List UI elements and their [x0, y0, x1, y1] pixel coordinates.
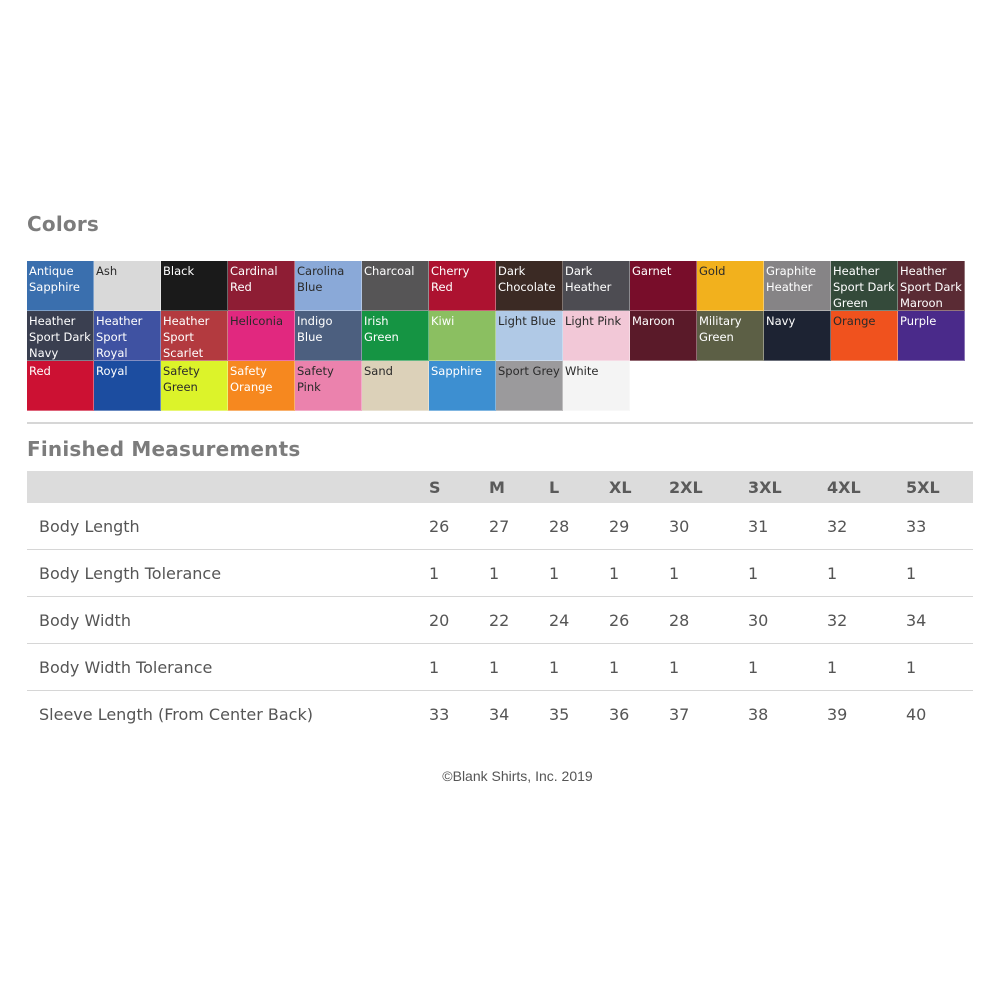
measurement-value: 32: [821, 597, 900, 644]
section-divider: [27, 422, 973, 424]
color-swatch: [496, 261, 563, 311]
color-swatch: [27, 311, 94, 361]
measurement-label: Body Width Tolerance: [27, 644, 423, 691]
color-swatch: [362, 311, 429, 361]
measurements-body: [27, 503, 973, 737]
measurement-value: 1: [900, 644, 973, 691]
measurement-value: 28: [663, 597, 742, 644]
size-column-header: L: [549, 477, 560, 497]
color-swatch-label: Heather Sport Dark Navy: [29, 314, 91, 360]
measurement-value: 34: [489, 704, 510, 724]
color-swatch: [27, 361, 94, 411]
measurement-value: 29: [603, 503, 663, 550]
color-swatch-label: Dark Heather: [565, 264, 612, 294]
measurement-value: 1: [483, 644, 543, 691]
color-swatch: [496, 311, 563, 361]
measurement-label: Body Width: [27, 597, 423, 644]
measurement-value: 1: [742, 550, 821, 597]
measurement-row: [27, 503, 973, 550]
color-swatch: [161, 361, 228, 411]
measurement-label: Sleeve Length (From Center Back): [39, 704, 313, 724]
color-swatch-label: Kiwi: [431, 314, 455, 328]
size-column-header: XL: [609, 477, 632, 497]
measurement-value: 28: [543, 503, 603, 550]
color-swatch: [563, 261, 630, 311]
measurement-label: Body Length: [27, 503, 423, 550]
color-swatch-label: Purple: [900, 314, 937, 328]
measurement-row: [27, 550, 973, 597]
color-swatch-label: Heliconia: [230, 314, 284, 328]
color-swatch-label: Antique Sapphire: [29, 264, 80, 294]
color-swatch: [630, 311, 697, 361]
color-swatch: [697, 261, 764, 311]
color-swatch-label: Graphite Heather: [766, 264, 817, 294]
measurement-value: 30: [742, 597, 821, 644]
color-swatch-label: Maroon: [632, 314, 675, 328]
measurement-value: 39: [827, 704, 848, 724]
color-swatch-label: White: [565, 364, 599, 378]
measurement-value: 26: [423, 503, 483, 550]
measurement-value: 33: [900, 503, 973, 550]
size-column-header: 5XL: [906, 477, 940, 497]
color-swatch: [831, 261, 898, 311]
measurement-value: 1: [603, 550, 663, 597]
color-swatch-label: Sport Grey: [498, 364, 560, 378]
color-swatch-label: Ash: [96, 264, 118, 278]
measurement-value: 1: [543, 644, 603, 691]
color-swatch: [295, 361, 362, 411]
color-swatch: [630, 261, 697, 311]
colors-section-title: Colors: [27, 212, 99, 236]
color-swatch-label: Light Blue: [498, 314, 556, 328]
color-swatch-label: Orange: [833, 314, 876, 328]
measurement-value: 1: [483, 550, 543, 597]
measurement-label: Body Length Tolerance: [27, 550, 423, 597]
color-swatch-label: Navy: [766, 314, 796, 328]
color-swatch-label: Cardinal Red: [230, 264, 278, 294]
measurement-value: 40: [906, 704, 927, 724]
color-swatch-label: Red: [29, 364, 51, 378]
measurement-row: [27, 691, 973, 738]
size-column-header: M: [489, 477, 505, 497]
color-swatch-label: Heather Sport Dark Maroon: [900, 264, 962, 310]
color-swatch: [228, 261, 295, 311]
color-swatch: [764, 311, 831, 361]
color-swatch-label: Irish Green: [364, 314, 399, 344]
measurement-value: 1: [603, 644, 663, 691]
measurement-value: 33: [429, 704, 450, 724]
size-column-header: 3XL: [748, 477, 782, 497]
measurement-value: 24: [543, 597, 603, 644]
color-swatch: [764, 261, 831, 311]
size-column-header: 2XL: [669, 477, 703, 497]
measurement-value: 1: [821, 644, 900, 691]
copyright-footer: ©Blank Shirts, Inc. 2019: [442, 768, 593, 784]
size-column-header: 4XL: [827, 477, 861, 497]
color-swatch-label: Safety Orange: [230, 364, 273, 394]
measurement-value: 31: [742, 503, 821, 550]
color-swatch-label: Sapphire: [431, 364, 482, 378]
measurement-value: 36: [609, 704, 630, 724]
color-swatch: [94, 361, 161, 411]
measurement-value: 1: [423, 550, 483, 597]
measurement-value: 37: [669, 704, 690, 724]
measurement-row: [27, 644, 973, 691]
color-swatch-label: Heather Sport Royal: [96, 314, 143, 360]
color-swatch-label: Carolina Blue: [297, 264, 345, 294]
measurements-table: [27, 471, 973, 737]
color-swatch: [362, 361, 429, 411]
measurement-value: 1: [821, 550, 900, 597]
color-swatch-grid: [27, 261, 965, 411]
color-swatch: [94, 311, 161, 361]
measurement-row: [27, 597, 973, 644]
color-swatch: [898, 261, 965, 311]
measurement-value: 1: [742, 644, 821, 691]
color-swatch-label: Dark Chocolate: [498, 264, 556, 294]
color-swatch-label: Safety Pink: [297, 364, 334, 394]
color-swatch: [496, 361, 563, 411]
measurement-value: 1: [423, 644, 483, 691]
color-swatch-label: Garnet: [632, 264, 672, 278]
measurement-value: 30: [663, 503, 742, 550]
measurement-value: 34: [900, 597, 973, 644]
measurement-value: 1: [900, 550, 973, 597]
color-swatch: [563, 311, 630, 361]
color-swatch: [161, 311, 228, 361]
color-swatch: [228, 311, 295, 361]
size-column-header: S: [429, 477, 441, 497]
color-swatch: [94, 261, 161, 311]
measurement-value: 1: [663, 644, 742, 691]
measurement-value: 22: [483, 597, 543, 644]
measurement-value: 1: [663, 550, 742, 597]
color-swatch: [429, 261, 496, 311]
measurement-value: 1: [543, 550, 603, 597]
measurement-value: 32: [821, 503, 900, 550]
measurement-value: 26: [603, 597, 663, 644]
color-swatch-label: Gold: [699, 264, 726, 278]
color-swatch: [697, 311, 764, 361]
color-swatch: [429, 361, 496, 411]
color-swatch-label: Military Green: [699, 314, 742, 344]
header-blank-cell: [27, 471, 423, 503]
color-swatch: [429, 311, 496, 361]
measurement-value: 35: [549, 704, 570, 724]
color-swatch-label: Sand: [364, 364, 393, 378]
color-swatch-label: Heather Sport Dark Green: [833, 264, 895, 310]
measurement-value: 38: [748, 704, 769, 724]
color-swatch: [831, 311, 898, 361]
color-swatch: [295, 311, 362, 361]
color-swatch-label: Safety Green: [163, 364, 200, 394]
color-swatch-label: Black: [163, 264, 195, 278]
color-swatch-label: Charcoal: [364, 264, 415, 278]
size-header-row: [27, 471, 973, 503]
color-swatch-label: Cherry Red: [431, 264, 470, 294]
color-swatch-label: Heather Sport Scarlet: [163, 314, 210, 360]
color-swatch: [898, 311, 965, 361]
color-swatch: [295, 261, 362, 311]
color-swatch-label: Royal: [96, 364, 128, 378]
color-swatch: [563, 361, 630, 411]
color-swatch: [362, 261, 429, 311]
measurement-value: 27: [483, 503, 543, 550]
measurement-value: 20: [423, 597, 483, 644]
measurements-section-title: Finished Measurements: [27, 437, 301, 461]
color-swatch-label: Indigo Blue: [297, 314, 333, 344]
color-swatch-label: Light Pink: [565, 314, 622, 328]
color-swatch: [161, 261, 228, 311]
color-swatch: [228, 361, 295, 411]
color-swatch: [27, 261, 94, 311]
